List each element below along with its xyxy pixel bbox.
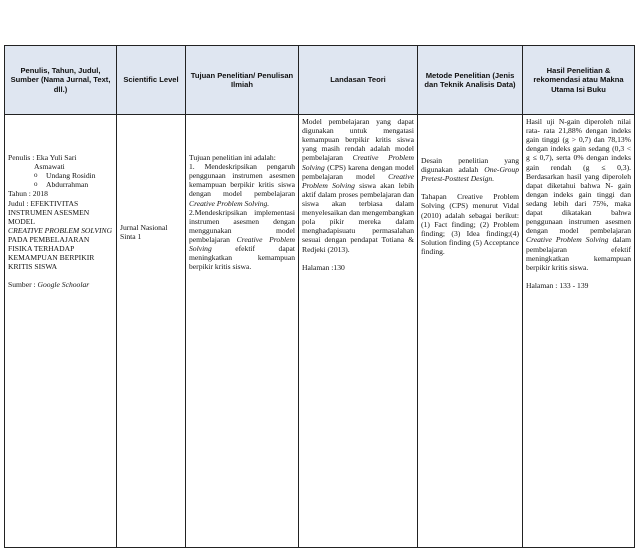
- author-line-2: Asmawati: [34, 162, 65, 172]
- results-part-2: dalam pembelajaran efektif meningkatkan kemampuan berpikir kritis siswa.: [526, 235, 632, 272]
- results-italic: Creative Problem Solving: [526, 235, 609, 245]
- header-method: Metode Penelitian (Jenis dan Teknik Analisis Data): [418, 46, 523, 115]
- theory-page: Halaman :130: [302, 262, 345, 272]
- cell-purpose: [186, 115, 299, 548]
- title-part-1: Judul : EFEKTIVITAS INSTRUMEN ASESMEN MODEL: [8, 198, 90, 226]
- results-text: [526, 117, 631, 272]
- method-design-italic: One-Group Pretest-Posttest Design.: [421, 165, 519, 184]
- theory-italic-2: Creative Problem Solving: [302, 171, 414, 190]
- purpose-point-2-text: 2.Mendeskripsikan implementasi instrumen asesmen dengan menggunakan model pembelajaran: [189, 207, 295, 244]
- theory-part-1: Model pembelajaran yang dapat digunakan untuk mengatasi kemampuan berpikir kritis siswa yang masih rendah adalah model pembelajaran: [302, 117, 414, 163]
- coauthor-list: [8, 171, 113, 189]
- coauthor-item: o Abdurrahman: [38, 180, 113, 189]
- title-part-2: CREATIVE PROBLEM SOLVING: [8, 225, 113, 235]
- level-text: Jurnal Nasional Sinta 1: [120, 223, 168, 242]
- header-results: Hasil Penelitian & rekomendasi atau Makna Utama Isi Buku: [523, 46, 635, 115]
- method-stages: Tahapan Creative Problem Solving (CPS) menurut Vidal (2010) adalah sebagai berikut: (1) Fact finding; (2) Problem finding; (3) Idea finding;(4) Solution finding (5) Acceptance finding.: [421, 192, 519, 256]
- author-line: Penulis : Eka Yuli Sari: [8, 153, 77, 162]
- theory-part-2: (CPS) karena dengan model pembelajaran model: [302, 162, 414, 181]
- method-design-text: Desain penelitian yang digunakan adalah: [421, 156, 519, 175]
- theory-part-3: siswa akan lebih aktif dalam proses pembelajaran dan siswa akan terbiasa dalam menyelesaikan dan mengembangkan pola pikir mereka dalam menghadapisuatu permasalahan sesuai dengan pendapat Totiana & Redjeki (2013).: [302, 180, 414, 254]
- theory-italic-1: Creative Problem Solving: [302, 153, 414, 172]
- header-row: [5, 46, 635, 115]
- cell-theory: [299, 115, 418, 548]
- header-purpose: Tujuan Penelitian/ Penulisan Ilmiah: [186, 46, 299, 115]
- purpose-intro: Tujuan penelitian ini adalah:: [189, 153, 276, 162]
- header-scientific-level: Scientific Level: [117, 46, 186, 115]
- purpose-point-1: [189, 162, 295, 208]
- results-page: Halaman : 133 - 139: [526, 280, 589, 290]
- header-author: Penulis, Tahun, Judul, Sumber (Nama Jurnal, Text, dll.): [5, 46, 117, 115]
- literature-review-table: [4, 45, 635, 548]
- cell-method: [418, 115, 523, 548]
- source-label: Sumber :: [8, 280, 38, 290]
- method-design: [421, 156, 519, 183]
- table-row: [5, 115, 635, 548]
- cell-results: [523, 115, 635, 548]
- theory-text: [302, 117, 414, 254]
- header-theory: Landasan Teori: [299, 46, 418, 115]
- purpose-point-2-end: efektif dapat meningkatkan kemampuan berpikir kritis siswa.: [189, 244, 295, 272]
- year: Tahun : 2018: [8, 189, 48, 199]
- cell-author: [5, 115, 117, 548]
- purpose-point-1-italic: Creative Problem Solving.: [189, 198, 270, 208]
- coauthor-item: o Undang Rosidin: [38, 171, 113, 180]
- title-part-3: PADA PEMBELAJARAN FISIKA TERHADAP KEMAMPUAN BERPIKIR KRITIS SISWA: [8, 234, 95, 272]
- purpose-point-2: [189, 208, 295, 272]
- cell-scientific-level: [117, 115, 186, 548]
- purpose-point-2-italic: Creative Problem Solving: [189, 234, 295, 254]
- results-part-1: Hasil uji N-gain diperoleh nilai rata- rata 21,88% dengan indeks gain tinggi (g > 0,7) dan 78,13% dengan indeks gain sedang (0,3 < g ≤ 0,7), serta 0% dengan indeks gain rendah (g ≤ 0,3). Berdasarkan hasil yang diperoleh dapat diketahui bahwa N- gain dengan indeks gain tinggi dan sedang lebih dari 75%, maka dapat dikatakan bahwa penggunaan instrumen asesmen dengan model pembelajaran: [526, 117, 631, 236]
- purpose-point-1-text: 1. Mendeskripsikan pengaruh penggunaan instrumen asesmen kemampuan berpikir kritis siswa dengan model pembelajaran: [189, 162, 295, 199]
- source-value: Google Schoolar: [37, 280, 90, 290]
- source: [8, 280, 113, 289]
